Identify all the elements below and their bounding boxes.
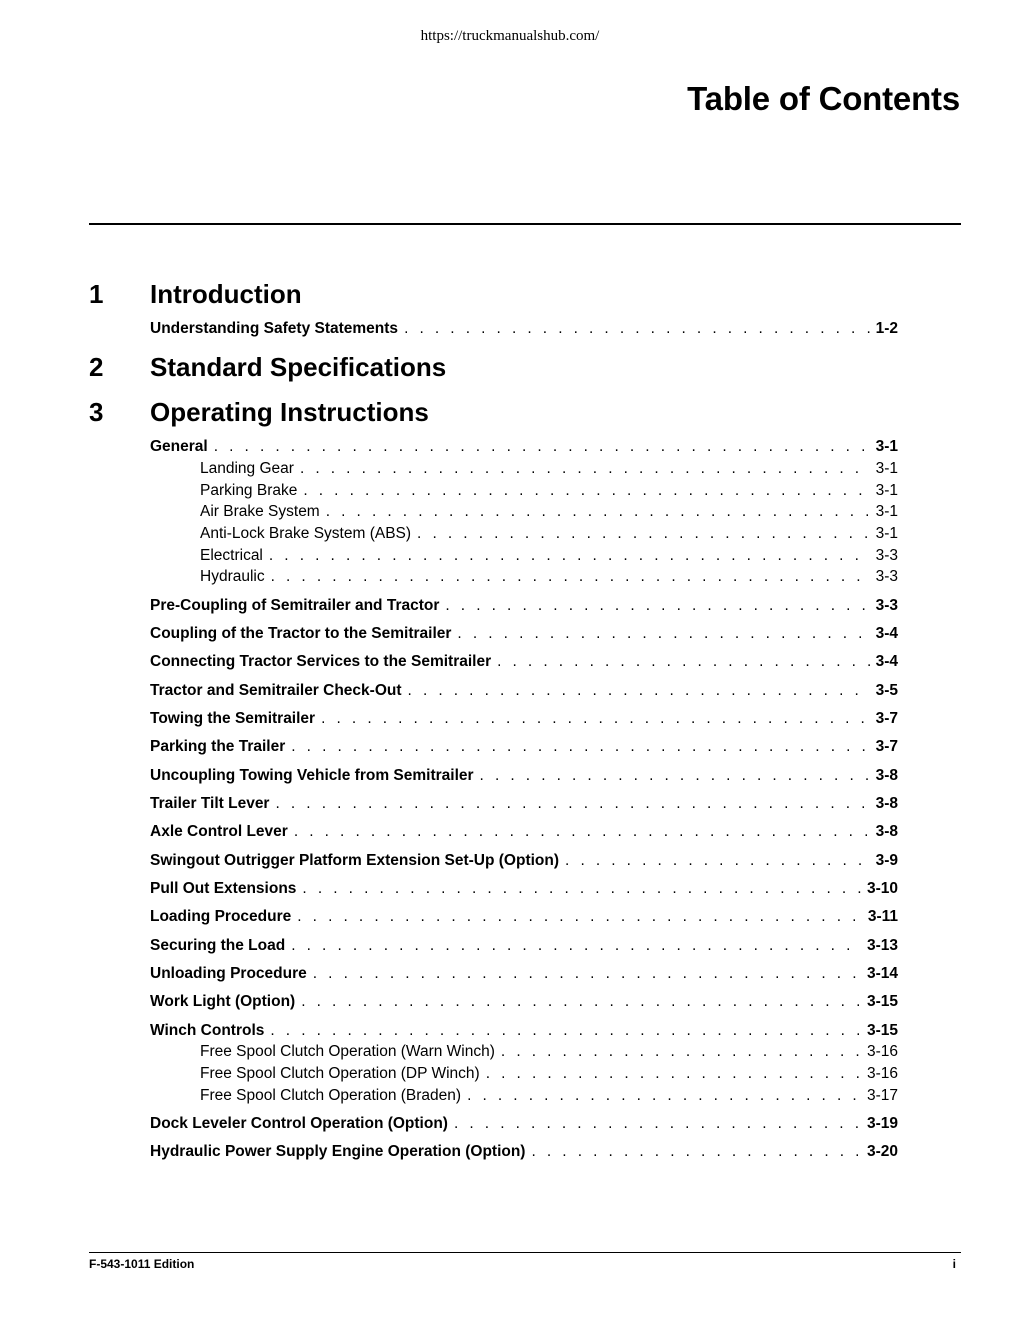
toc-entry-page: 3-1 (875, 503, 898, 520)
toc-entry-loading-procedure[interactable] (150, 908, 898, 928)
toc-entry-page: 3-3 (875, 597, 898, 614)
toc-subentry-hydraulic[interactable] (200, 568, 898, 588)
footer-divider (89, 1252, 961, 1253)
toc-entry-label: Axle Control Lever (150, 823, 288, 840)
toc-entry-page: 3-7 (875, 738, 898, 755)
chapter-heading-3 (89, 397, 899, 429)
toc-subentry-air-brake-system[interactable] (200, 503, 898, 523)
toc-entry-towing[interactable] (150, 710, 898, 730)
toc-entry-page: 3-1 (875, 438, 898, 455)
toc-entry-uncoupling[interactable] (150, 767, 898, 787)
dot-leader (291, 738, 869, 756)
toc-entry-page: 3-4 (875, 653, 898, 670)
toc-entry-page: 3-9 (875, 852, 898, 869)
toc-entry-hydraulic-power-supply[interactable] (150, 1143, 898, 1163)
toc-entry-page: 3-7 (875, 710, 898, 727)
toc-entry-page: 3-15 (866, 1022, 898, 1039)
dot-leader (301, 993, 861, 1011)
toc-entry-label: Pre-Coupling of Semitrailer and Tractor (150, 597, 440, 614)
toc-subentry-anti-lock-brake-system[interactable] (200, 525, 898, 545)
toc-entry-page: 3-14 (866, 965, 898, 982)
dot-leader (457, 625, 869, 643)
toc-entry-page: 3-1 (875, 482, 898, 499)
toc-entry-trailer-tilt-lever[interactable] (150, 795, 898, 815)
toc-entry-label: Free Spool Clutch Operation (DP Winch) (200, 1065, 480, 1082)
dot-leader (417, 525, 870, 543)
chapter-heading-2 (89, 352, 899, 384)
chapter-number: 3 (89, 397, 104, 427)
toc-entry-label: Tractor and Semitrailer Check-Out (150, 682, 402, 699)
dot-leader (531, 1143, 860, 1161)
dot-leader (294, 823, 870, 841)
toc-entry-page: 3-19 (866, 1115, 898, 1132)
toc-entry-pull-out-extensions[interactable] (150, 880, 898, 900)
toc-entry-label: Work Light (Option) (150, 993, 296, 1010)
toc-entry-label: Hydraulic (200, 568, 265, 585)
toc-entry-label: Parking the Trailer (150, 738, 286, 755)
dot-leader (269, 547, 870, 565)
toc-entry-label: General (150, 438, 208, 455)
toc-entry-label: Electrical (200, 547, 263, 564)
dot-leader (297, 908, 862, 926)
toc-entry-label: Free Spool Clutch Operation (Braden) (200, 1087, 462, 1104)
toc-entry-label: Towing the Semitrailer (150, 710, 316, 727)
source-url[interactable]: https://truckmanualshub.com/ (420, 28, 600, 44)
dot-leader (480, 767, 870, 785)
toc-entry-page: 3-8 (875, 767, 898, 784)
toc-entry-page: 3-1 (875, 460, 898, 477)
dot-leader (486, 1065, 861, 1083)
dot-leader (497, 653, 869, 671)
toc-entry-label: Uncoupling Towing Vehicle from Semitrailer (150, 767, 474, 784)
chapter-number: 2 (89, 352, 104, 382)
toc-entry-page: 3-10 (866, 880, 898, 897)
dot-leader (291, 937, 861, 955)
toc-entry-page: 1-2 (875, 320, 898, 337)
toc-entry-page: 3-13 (866, 937, 898, 954)
dot-leader (501, 1043, 861, 1061)
toc-entry-page: 3-1 (875, 525, 898, 542)
toc-entry-page: 3-8 (875, 823, 898, 840)
footer-page-number: i (952, 1257, 956, 1271)
footer-edition: F-543-1011 Edition (89, 1257, 195, 1271)
toc-entry-winch-controls[interactable] (150, 1022, 898, 1042)
toc-entry-check-out[interactable] (150, 682, 898, 702)
toc-entry-unloading-procedure[interactable] (150, 965, 898, 985)
toc-entry-page: 3-5 (875, 682, 898, 699)
toc-subentry-electrical[interactable] (200, 547, 898, 567)
dot-leader (467, 1087, 861, 1105)
dot-leader (300, 460, 870, 478)
toc-entry-connecting-services[interactable] (150, 653, 898, 673)
chapter-heading-1 (89, 279, 899, 311)
toc-entry-page: 3-16 (866, 1043, 898, 1060)
toc-entry-label: Loading Procedure (150, 908, 292, 925)
toc-entry-label: Hydraulic Power Supply Engine Operation (Option) (150, 1143, 526, 1160)
toc-subentry-warn-winch[interactable] (200, 1043, 898, 1063)
toc-entry-label: Pull Out Extensions (150, 880, 297, 897)
toc-entry-label: Connecting Tractor Services to the Semitrailer (150, 653, 492, 670)
toc-subentry-braden[interactable] (200, 1087, 898, 1107)
toc-entry-page: 3-11 (867, 908, 898, 925)
toc-entry-page: 3-3 (875, 547, 898, 564)
toc-entry-label: Air Brake System (200, 503, 320, 520)
dot-leader (408, 682, 870, 700)
toc-entry-axle-control-lever[interactable] (150, 823, 898, 843)
dot-leader (326, 503, 870, 521)
toc-entry-label: Securing the Load (150, 937, 286, 954)
dot-leader (275, 795, 869, 813)
toc-entry-page: 3-8 (875, 795, 898, 812)
dot-leader (454, 1115, 861, 1133)
toc-entry-label: Free Spool Clutch Operation (Warn Winch) (200, 1043, 495, 1060)
chapter-title: Introduction (150, 279, 302, 309)
toc-entry-label: Landing Gear (200, 460, 294, 477)
dot-leader (214, 438, 870, 456)
chapter-title: Standard Specifications (150, 352, 447, 382)
toc-entry-dock-leveler[interactable] (150, 1115, 898, 1135)
toc-entry-page: 3-4 (875, 625, 898, 642)
toc-subentry-landing-gear[interactable] (200, 460, 898, 480)
toc-entry-page: 3-15 (866, 993, 898, 1010)
header-divider (89, 223, 961, 225)
toc-entry-general[interactable] (150, 438, 898, 458)
toc-entry-label: Trailer Tilt Lever (150, 795, 270, 812)
toc-entry-coupling[interactable] (150, 625, 898, 645)
dot-leader (271, 568, 870, 586)
toc-subentry-dp-winch[interactable] (200, 1065, 898, 1085)
dot-leader (313, 965, 861, 983)
chapter-title: Operating Instructions (150, 397, 429, 427)
toc-entry-understanding-safety-statements[interactable] (150, 320, 898, 340)
dot-leader (404, 320, 870, 338)
toc-entry-securing-load[interactable] (150, 937, 898, 957)
toc-entry-pre-coupling[interactable] (150, 597, 898, 617)
toc-entry-label: Parking Brake (200, 482, 298, 499)
toc-entry-page: 3-3 (875, 568, 898, 585)
dot-leader (303, 482, 869, 500)
dot-leader (270, 1022, 861, 1040)
toc-entry-label: Swingout Outrigger Platform Extension Set-Up (Option) (150, 852, 560, 869)
toc-entry-label: Anti-Lock Brake System (ABS) (200, 525, 412, 542)
dot-leader (321, 710, 870, 728)
toc-entry-page: 3-16 (866, 1065, 898, 1082)
toc-entry-page: 3-17 (866, 1087, 898, 1104)
toc-entry-work-light[interactable] (150, 993, 898, 1013)
toc-entry-swingout-outrigger[interactable] (150, 852, 898, 872)
page-title: Table of Contents (687, 80, 960, 117)
toc-entry-label: Dock Leveler Control Operation (Option) (150, 1115, 448, 1132)
chapter-number: 1 (89, 279, 104, 309)
toc-entry-label: Unloading Procedure (150, 965, 307, 982)
toc-entry-label: Winch Controls (150, 1022, 265, 1039)
toc-subentry-parking-brake[interactable] (200, 482, 898, 502)
dot-leader (445, 597, 869, 615)
toc-entry-label: Understanding Safety Statements (150, 320, 399, 337)
toc-entry-label: Coupling of the Tractor to the Semitrailer (150, 625, 452, 642)
toc-entry-page: 3-20 (866, 1143, 898, 1160)
dot-leader (565, 852, 870, 870)
toc-entry-parking-trailer[interactable] (150, 738, 898, 758)
dot-leader (302, 880, 861, 898)
